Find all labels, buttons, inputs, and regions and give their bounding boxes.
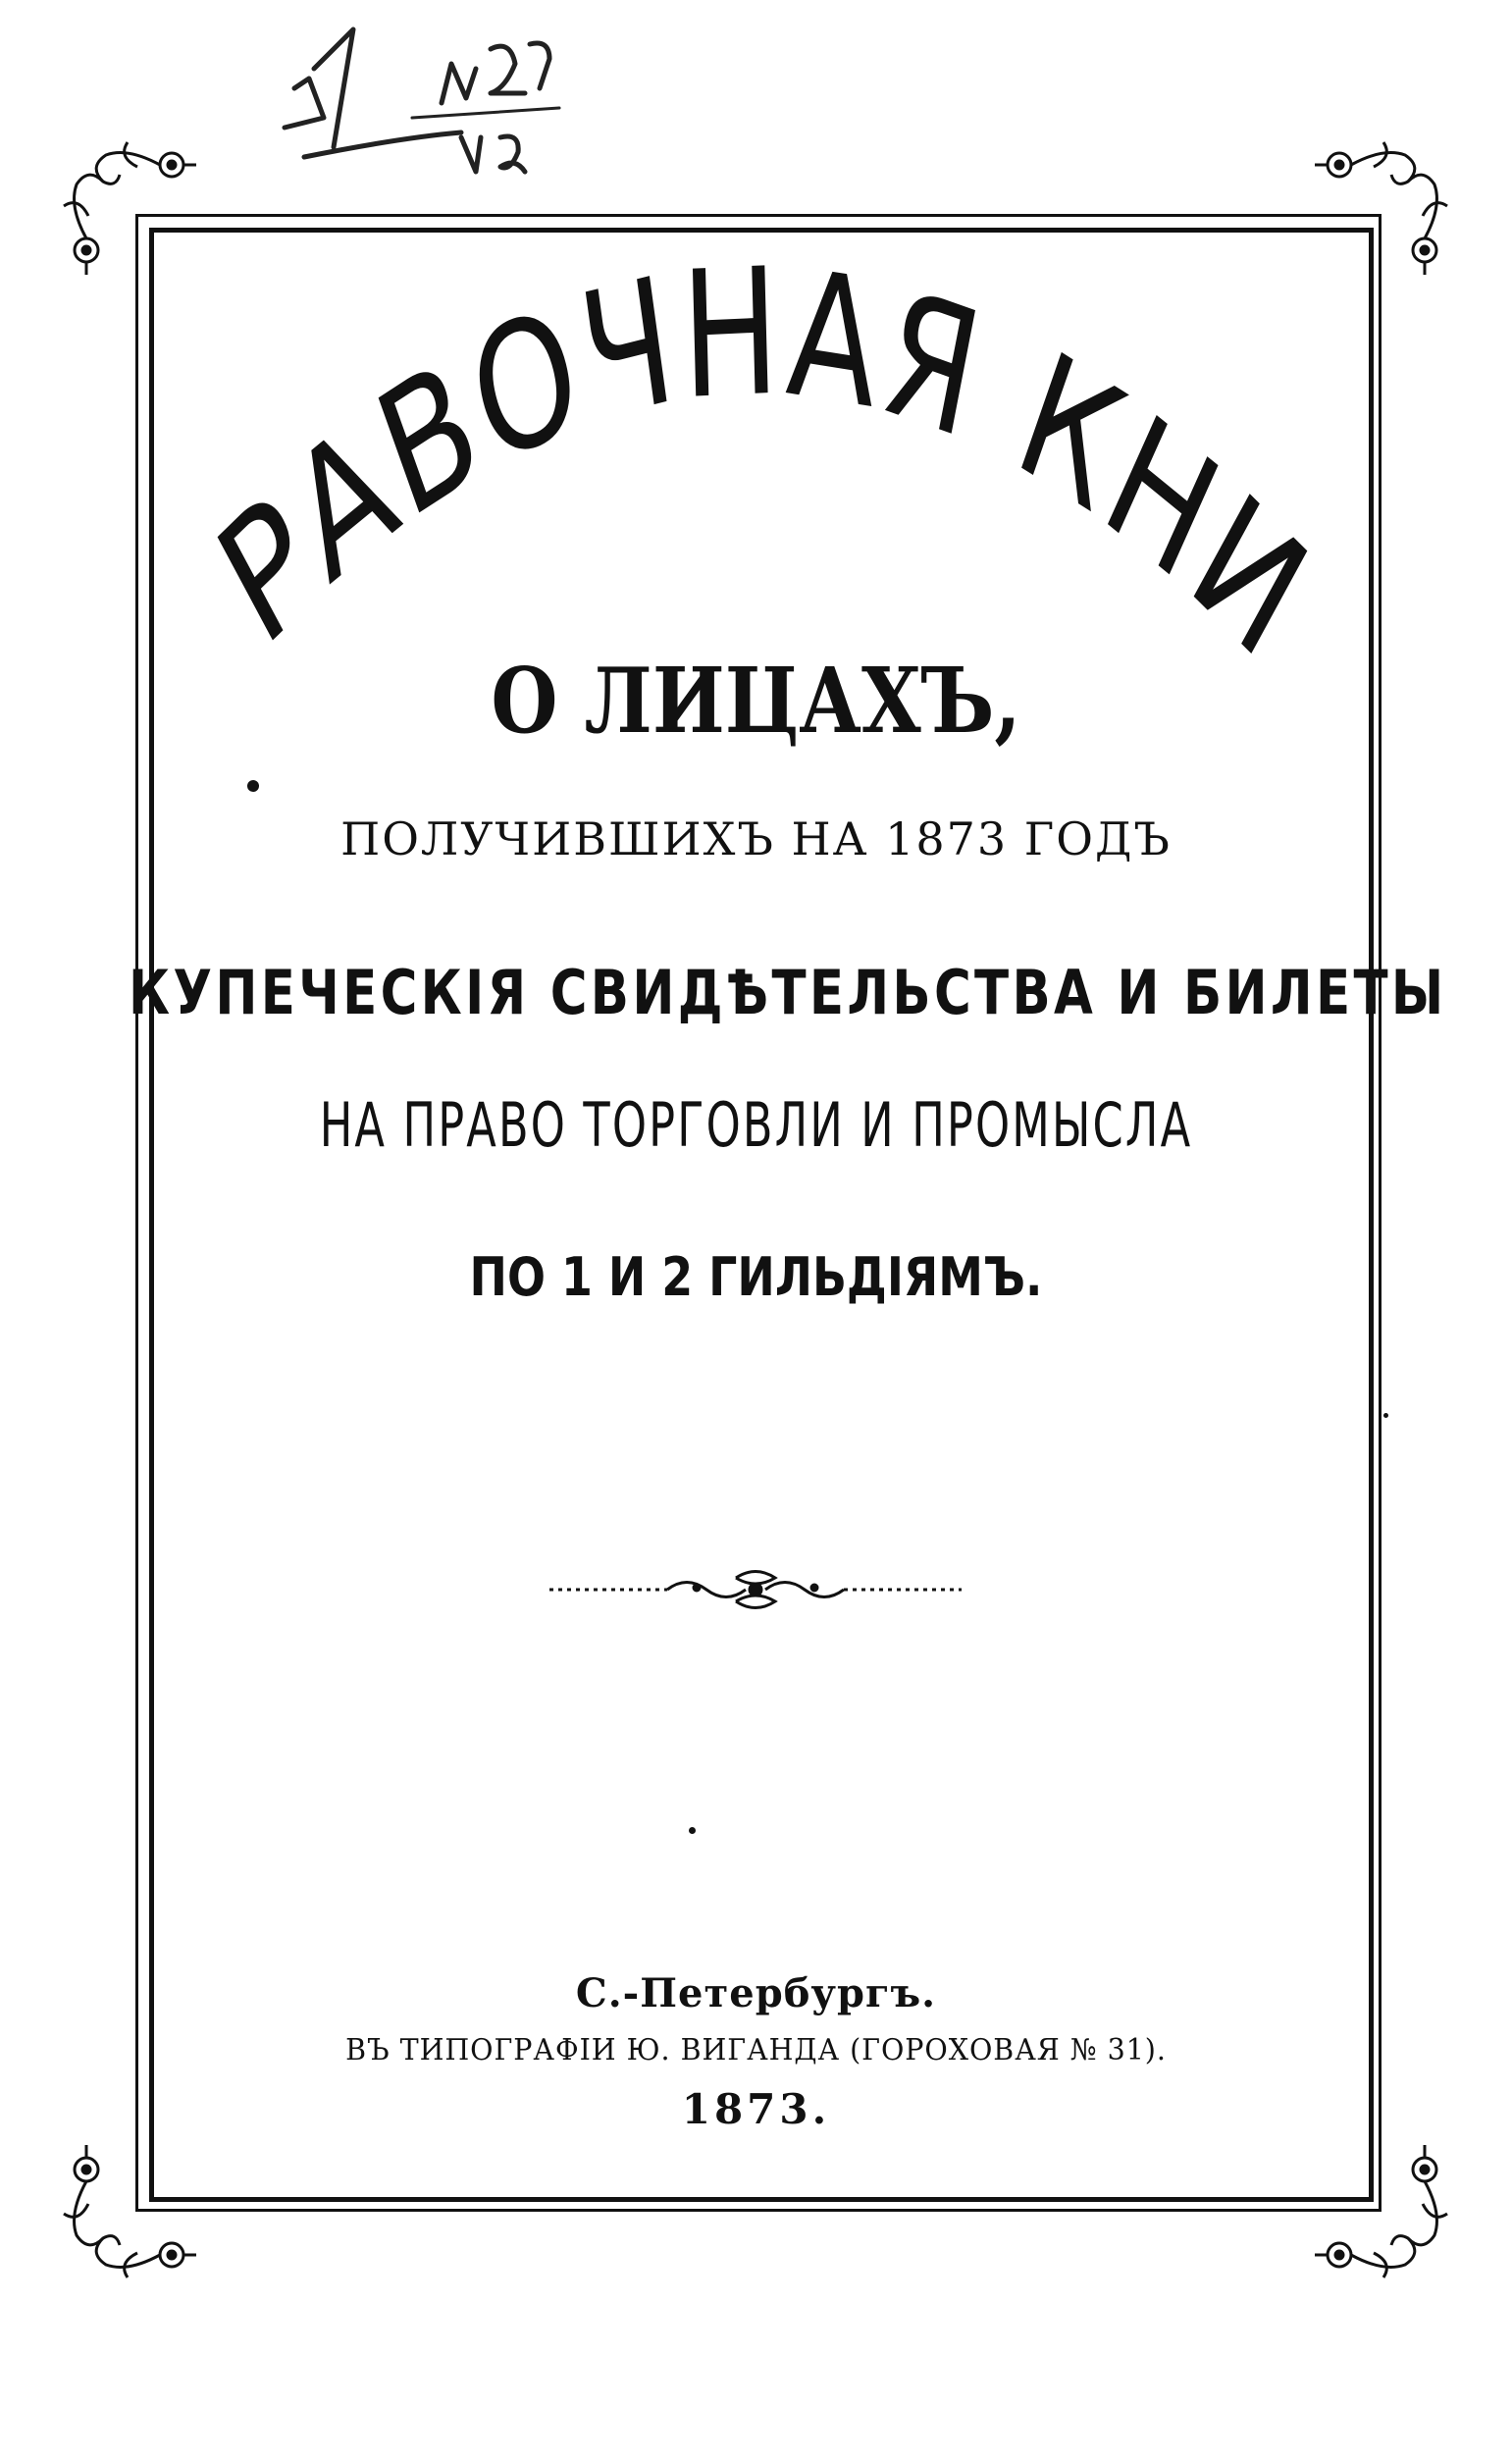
title-line-1: О ЛИЦАХЪ, [491, 648, 1021, 754]
corner-ornament-icon [59, 137, 196, 275]
title-line-5: ПО 1 И 2 ГИЛЬДІЯМЪ. [469, 1246, 1043, 1308]
arched-title-text: СПРАВОЧНАЯ КНИГА [184, 38, 1336, 701]
title-line-3: КУПЕЧЕСКІЯ СВИДѢТЕЛЬСТВА И БИЛЕТЫ [128, 957, 1447, 1028]
ink-speck [247, 780, 259, 792]
corner-ornament-icon [1315, 137, 1452, 275]
ink-speck [1383, 1413, 1388, 1418]
ink-speck [689, 1827, 696, 1834]
title-line-4: НА ПРАВО ТОРГОВЛИ И ПРОМЫСЛА [319, 1089, 1193, 1161]
imprint-city: С.-Петербургъ. [575, 1970, 937, 2016]
corner-ornament-icon [1315, 2145, 1452, 2282]
imprint-year: 1873. [681, 2085, 831, 2133]
imprint-printer: ВЪ ТИПОГРАФІИ Ю. ВИГАНДА (ГОРОХОВАЯ № 31). [345, 2033, 1167, 2067]
ornamental-divider-icon [549, 1560, 962, 1619]
corner-ornament-icon [59, 2145, 196, 2282]
handwritten-shelfmark [265, 10, 657, 196]
title-line-2: ПОЛУЧИВШИХЪ НА 1873 ГОДЪ [340, 812, 1172, 865]
